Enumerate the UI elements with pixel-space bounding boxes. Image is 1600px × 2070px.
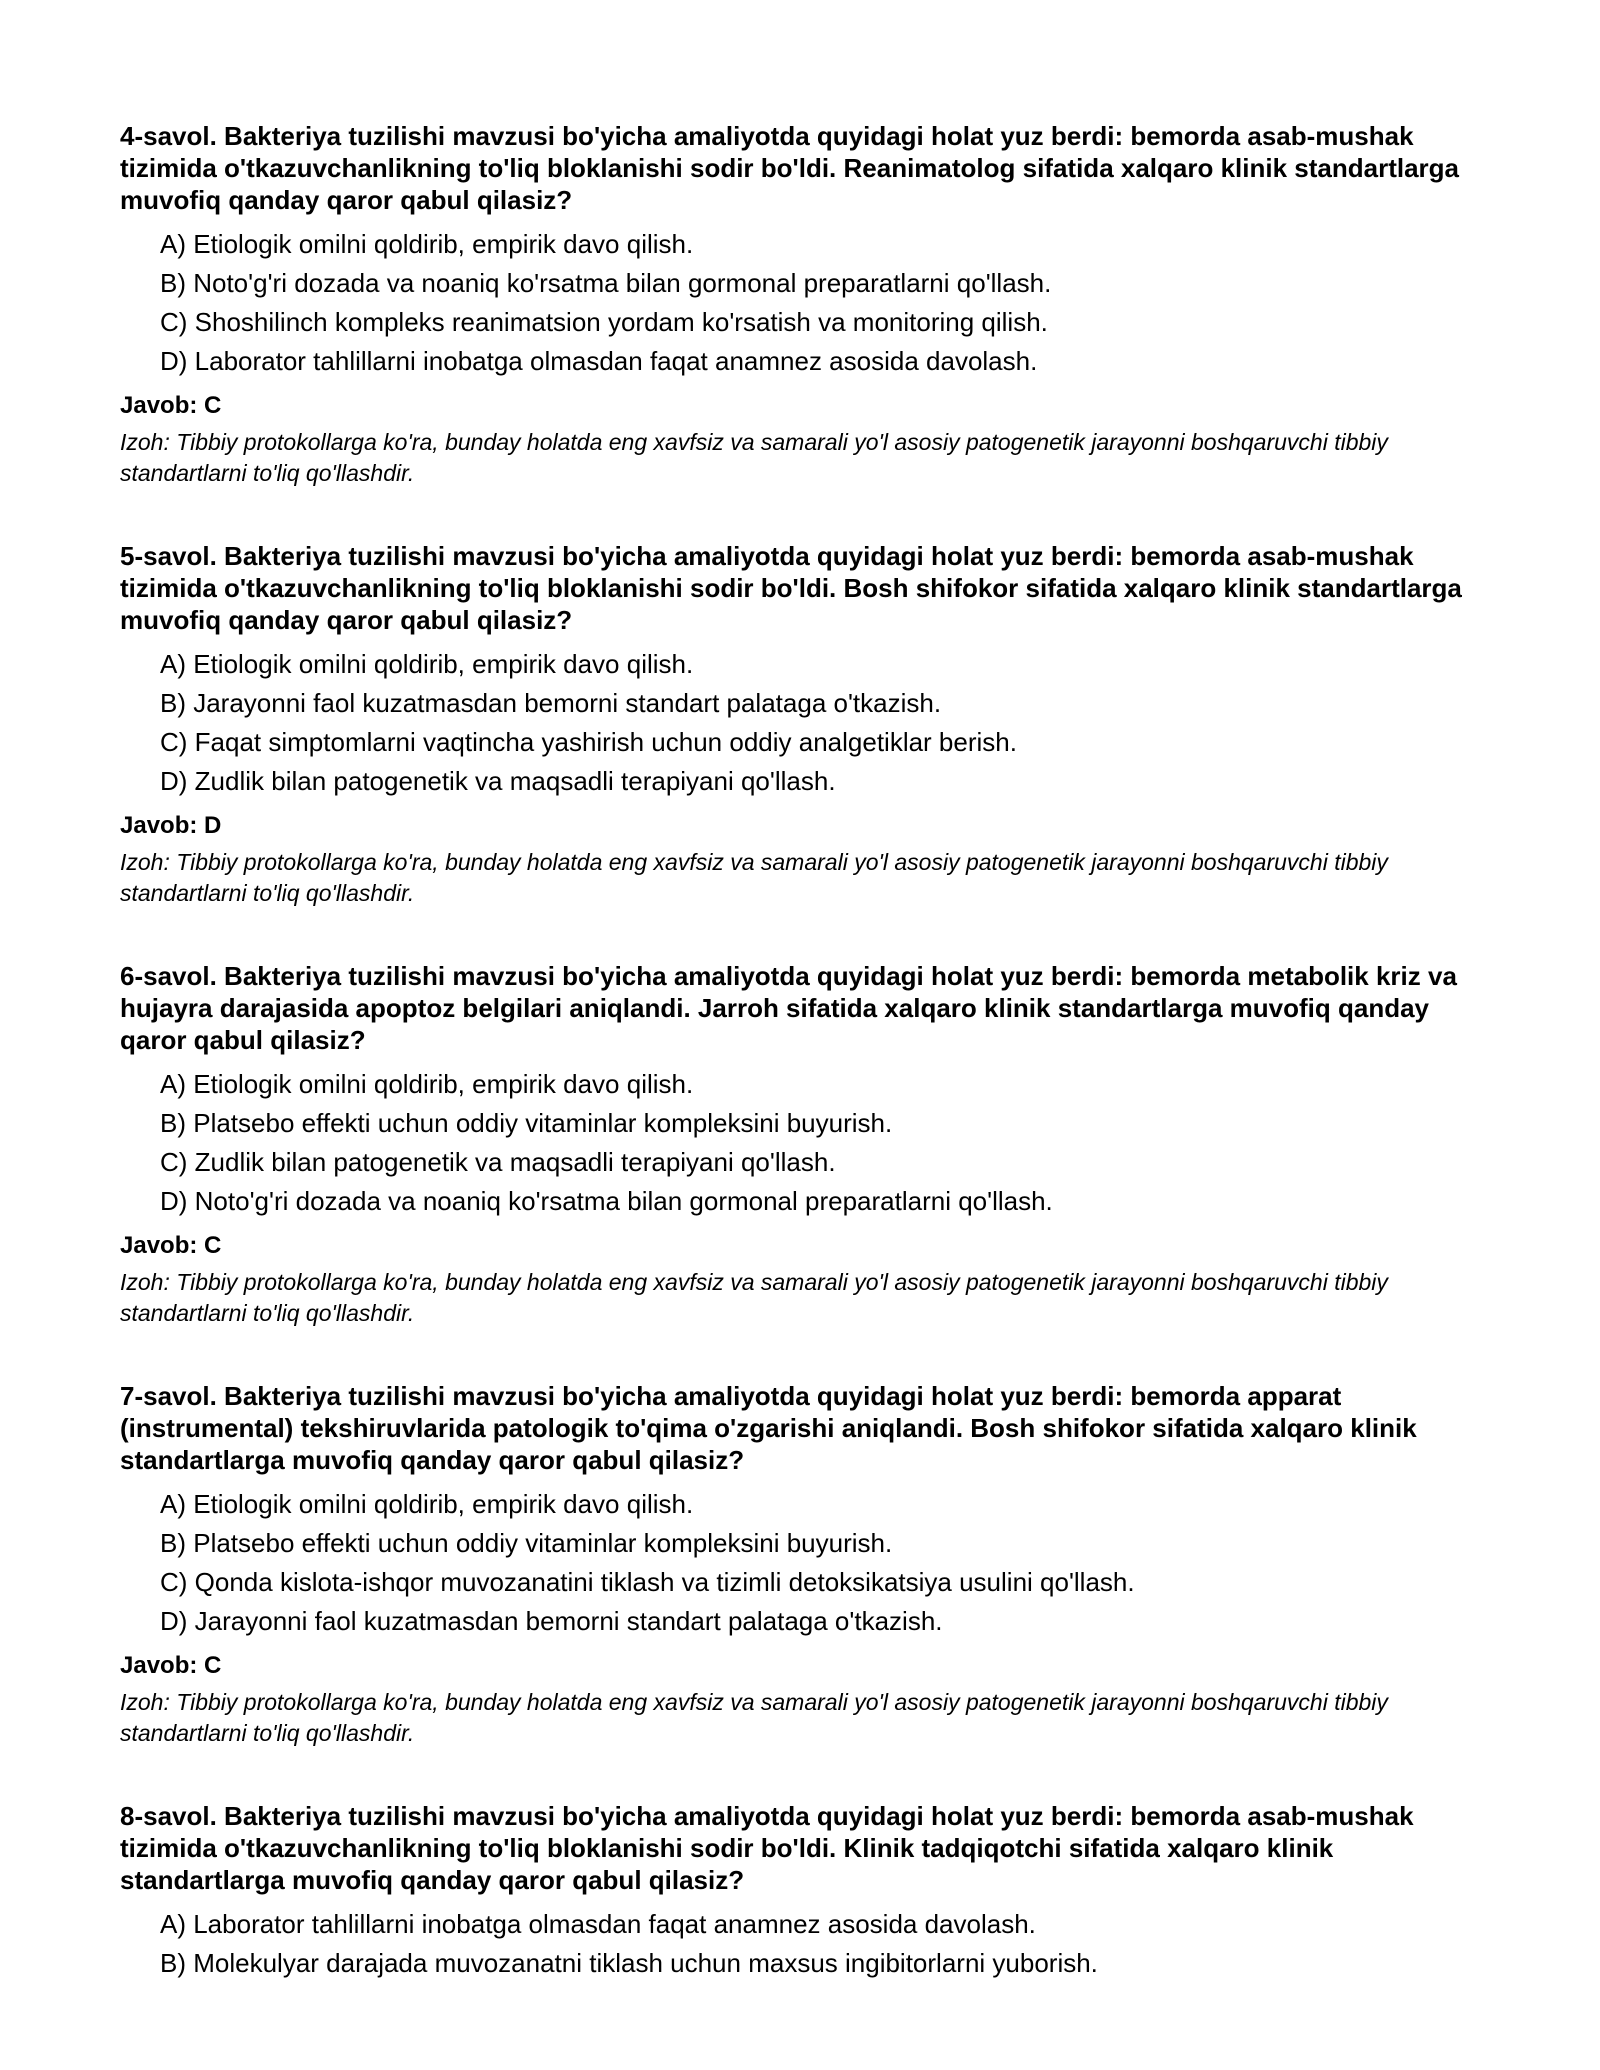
question-title: 8-savol. Bakteriya tuzilishi mavzusi bo'yicha amaliyotda quyidagi holat yuz berdi: bemorda asab-mushak tizimida o'tkazuvchanlikning to'liq bloklanishi sodir bo'ldi. Klinik tadqiqotchi sifatida xalqaro klinik standartlarga muvofiq qanday qaror qabul qilasiz? [120, 1801, 1414, 1895]
question-title: 4-savol. Bakteriya tuzilishi mavzusi bo'yicha amaliyotda quyidagi holat yuz berdi: bemorda asab-mushak tizimida o'tkazuvchanlikning to'liq bloklanishi sodir bo'ldi. Reanimatolog sifatida xalqaro klinik standartlarga muvofiq qanday qaror qabul qilasiz? [120, 121, 1459, 215]
question-5 [120, 540, 1480, 909]
explanation-note: Izoh: Tibbiy protokollarga ko'ra, bunday holatda eng xavfsiz va samarali yo'l asosiy patogenetik jarayonni boshqaruvchi tibbiy standartlarni to'liq qo'llashdir. [120, 1689, 1388, 1746]
question-title: 5-savol. Bakteriya tuzilishi mavzusi bo'yicha amaliyotda quyidagi holat yuz berdi: bemorda asab-mushak tizimida o'tkazuvchanlikning to'liq bloklanishi sodir bo'ldi. Bosh shifokor sifatida xalqaro klinik standartlarga muvofiq qanday qaror qabul qilasiz? [120, 541, 1462, 635]
option-d: D) Jarayonni faol kuzatmasdan bemorni standart palataga o'tkazish. [160, 1606, 943, 1636]
question-8 [120, 1800, 1480, 1983]
options-list [120, 1065, 1480, 1221]
option-c: C) Zudlik bilan patogenetik va maqsadli terapiyani qo'llash. [160, 1147, 836, 1177]
options-list [120, 225, 1480, 381]
options-list [120, 645, 1480, 801]
answer-label: Javob: D [120, 812, 222, 839]
options-list [120, 1905, 1480, 1983]
option-d: D) Noto'g'ri dozada va noaniq ko'rsatma bilan gormonal preparatlarni qo'llash. [160, 1186, 1053, 1216]
option-d: D) Laborator tahlillarni inobatga olmasdan faqat anamnez asosida davolash. [160, 346, 1038, 376]
option-b: B) Molekulyar darajada muvozanatni tiklash uchun maxsus ingibitorlarni yuborish. [160, 1948, 1098, 1978]
option-b: B) Noto'g'ri dozada va noaniq ko'rsatma bilan gormonal preparatlarni qo'llash. [160, 268, 1052, 298]
option-c: C) Shoshilinch kompleks reanimatsion yordam ko'rsatish va monitoring qilish. [160, 307, 1048, 337]
option-d: D) Zudlik bilan patogenetik va maqsadli terapiyani qo'llash. [160, 766, 836, 796]
option-c: C) Qonda kislota-ishqor muvozanatini tiklash va tizimli detoksikatsiya usulini qo'llash. [160, 1567, 1135, 1597]
option-a: A) Etiologik omilni qoldirib, empirik davo qilish. [160, 229, 694, 259]
option-b: B) Platsebo effekti uchun oddiy vitaminlar kompleksini buyurish. [160, 1528, 893, 1558]
question-4 [120, 120, 1480, 489]
question-title: 6-savol. Bakteriya tuzilishi mavzusi bo'yicha amaliyotda quyidagi holat yuz berdi: bemorda metabolik kriz va hujayra darajasida apoptoz belgilari aniqlandi. Jarroh sifatida xalqaro klinik standartlarga muvofiq qanday qaror qabul qilasiz? [120, 961, 1457, 1055]
answer-label: Javob: C [120, 1232, 222, 1259]
option-a: A) Etiologik omilni qoldirib, empirik davo qilish. [160, 649, 694, 679]
option-b: B) Jarayonni faol kuzatmasdan bemorni standart palataga o'tkazish. [160, 688, 942, 718]
option-a: A) Etiologik omilni qoldirib, empirik davo qilish. [160, 1069, 694, 1099]
question-6 [120, 960, 1480, 1329]
option-a: A) Laborator tahlillarni inobatga olmasdan faqat anamnez asosida davolash. [160, 1909, 1036, 1939]
explanation-note: Izoh: Tibbiy protokollarga ko'ra, bunday holatda eng xavfsiz va samarali yo'l asosiy patogenetik jarayonni boshqaruvchi tibbiy standartlarni to'liq qo'llashdir. [120, 429, 1388, 486]
question-title: 7-savol. Bakteriya tuzilishi mavzusi bo'yicha amaliyotda quyidagi holat yuz berdi: bemorda apparat (instrumental) tekshiruvlarida patologik to'qima o'zgarishi aniqlandi. Bosh shifokor sifatida xalqaro klinik standartlarga muvofiq qanday qaror qabul qilasiz? [120, 1381, 1417, 1475]
answer-label: Javob: C [120, 1652, 222, 1679]
option-b: B) Platsebo effekti uchun oddiy vitaminlar kompleksini buyurish. [160, 1108, 893, 1138]
option-c: C) Faqat simptomlarni vaqtincha yashirish uchun oddiy analgetiklar berish. [160, 727, 1017, 757]
explanation-note: Izoh: Tibbiy protokollarga ko'ra, bunday holatda eng xavfsiz va samarali yo'l asosiy patogenetik jarayonni boshqaruvchi tibbiy standartlarni to'liq qo'llashdir. [120, 1269, 1388, 1326]
options-list [120, 1485, 1480, 1641]
explanation-note: Izoh: Tibbiy protokollarga ko'ra, bunday holatda eng xavfsiz va samarali yo'l asosiy patogenetik jarayonni boshqaruvchi tibbiy standartlarni to'liq qo'llashdir. [120, 849, 1388, 906]
answer-label: Javob: C [120, 392, 222, 419]
option-a: A) Etiologik omilni qoldirib, empirik davo qilish. [160, 1489, 694, 1519]
question-7 [120, 1380, 1480, 1749]
